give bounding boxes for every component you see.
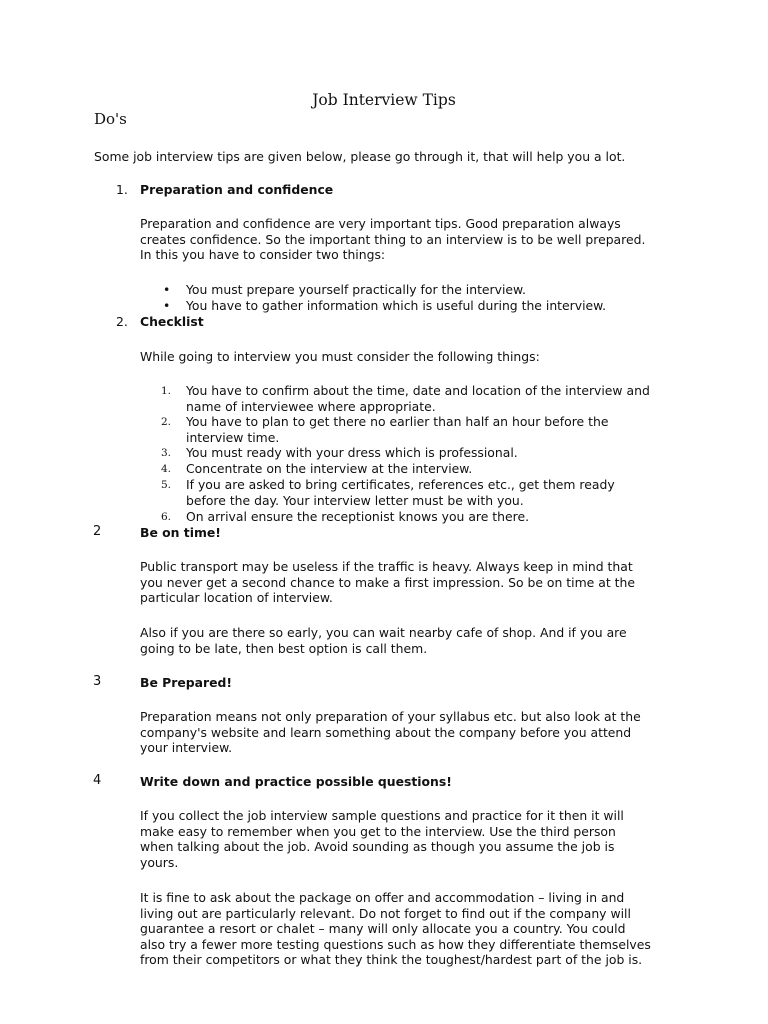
text-line: yours.: [140, 854, 179, 870]
text-line: Public transport may be useless if the traffic is heavy. Always keep in mind that: [140, 559, 633, 574]
text-line: before the day. Your interview letter must be with you.: [186, 492, 524, 508]
text-line: guarantee a resort or chalet – many will only allocate you a country. You could: [140, 921, 626, 937]
practice-paragraph-1: [140, 808, 700, 870]
subitem-text: [186, 461, 472, 477]
bullet-item: You have to gather information which is useful during the interview.: [186, 298, 607, 313]
text-line: Also if you are there so early, you can wait nearby cafe of shop. And if you are: [140, 625, 627, 640]
item-heading-checklist: Checklist: [140, 314, 204, 329]
subitem-number: 2.: [161, 416, 172, 428]
subitem-number: 1.: [161, 385, 172, 397]
section-heading-dos: Do's: [94, 110, 127, 128]
text-line: particular location of interview.: [140, 590, 333, 606]
item-number-be-on-time: 2: [93, 524, 102, 539]
text-line: Preparation means not only preparation of your syllabus etc. but also look at the: [140, 709, 641, 724]
subitem-text: [186, 414, 608, 445]
text-line: If you are asked to bring certificates, references etc., get them ready: [186, 477, 615, 492]
text-line: also try a fewer more testing questions such as how they differentiate themselves: [140, 936, 651, 952]
subitem-text: [186, 445, 518, 461]
item-number-2: 2.: [116, 314, 128, 329]
bullet-dot: •: [163, 298, 171, 313]
subitem-number: 3.: [161, 447, 172, 459]
text-line: In this you have to consider two things:: [140, 247, 386, 263]
subitem-text: [186, 509, 529, 525]
subitem-text: [186, 477, 615, 508]
be-on-time-paragraph-2: [140, 625, 700, 656]
text-line: If you collect the job interview sample questions and practice for it then it will: [140, 808, 624, 823]
subitem-number: 6.: [161, 511, 172, 523]
text-line: your interview.: [140, 740, 233, 756]
item-number-1: 1.: [116, 182, 128, 197]
item-heading-be-prepared: Be Prepared!: [140, 675, 233, 690]
intro-paragraph: Some job interview tips are given below, please go through it, that will help you a lot.: [94, 149, 626, 164]
item-heading-be-on-time: Be on time!: [140, 525, 221, 540]
item2-paragraph: While going to interview you must consider the following things:: [140, 349, 540, 364]
text-line: You have to plan to get there no earlier than half an hour before the: [186, 414, 609, 429]
text-line: going to be late, then best option is call them.: [140, 640, 428, 656]
text-line: creates confidence. So the important thing to an interview is to be well prepared.: [140, 231, 646, 247]
practice-paragraph-2: [140, 890, 700, 968]
text-line: On arrival ensure the receptionist knows you are there.: [186, 509, 530, 524]
subitem-number: 4.: [161, 463, 172, 475]
be-on-time-paragraph-1: [140, 559, 700, 606]
text-line: Concentrate on the interview at the interview.: [186, 461, 473, 476]
subitem-number: 5.: [161, 479, 172, 491]
item-number-be-prepared: 3: [93, 674, 102, 689]
text-line: Preparation and confidence are very important tips. Good preparation always: [140, 216, 621, 231]
item-heading-practice-questions: Write down and practice possible questions!: [140, 774, 452, 789]
text-line: from their competitors or what they think the toughest/hardest part of the job is.: [140, 952, 643, 968]
subitem-text: [186, 383, 650, 414]
item-heading-preparation: Preparation and confidence: [140, 182, 334, 197]
item1-paragraph: [140, 216, 700, 263]
bullet-item: You must prepare yourself practically for the interview.: [186, 282, 526, 297]
text-line: It is fine to ask about the package on offer and accommodation – living in and: [140, 890, 625, 905]
item-number-practice: 4: [93, 773, 102, 788]
text-line: interview time.: [186, 429, 280, 445]
text-line: name of interviewee where appropriate.: [186, 398, 436, 414]
text-line: make easy to remember when you get to the interview. Use the third person: [140, 823, 616, 839]
be-prepared-paragraph: [140, 709, 700, 756]
text-line: company's website and learn something about the company before you attend: [140, 724, 632, 740]
text-line: You have to confirm about the time, date and location of the interview and: [186, 383, 650, 398]
text-line: You must ready with your dress which is professional.: [186, 445, 518, 460]
text-line: living out are particularly relevant. Do not forget to find out if the company will: [140, 905, 631, 921]
bullet-dot: •: [163, 282, 171, 297]
text-line: you never get a second chance to make a first impression. So be on time at the: [140, 574, 635, 590]
text-line: when talking about the job. Avoid sounding as though you assume the job is: [140, 839, 615, 855]
document-title: Job Interview Tips: [312, 91, 456, 109]
